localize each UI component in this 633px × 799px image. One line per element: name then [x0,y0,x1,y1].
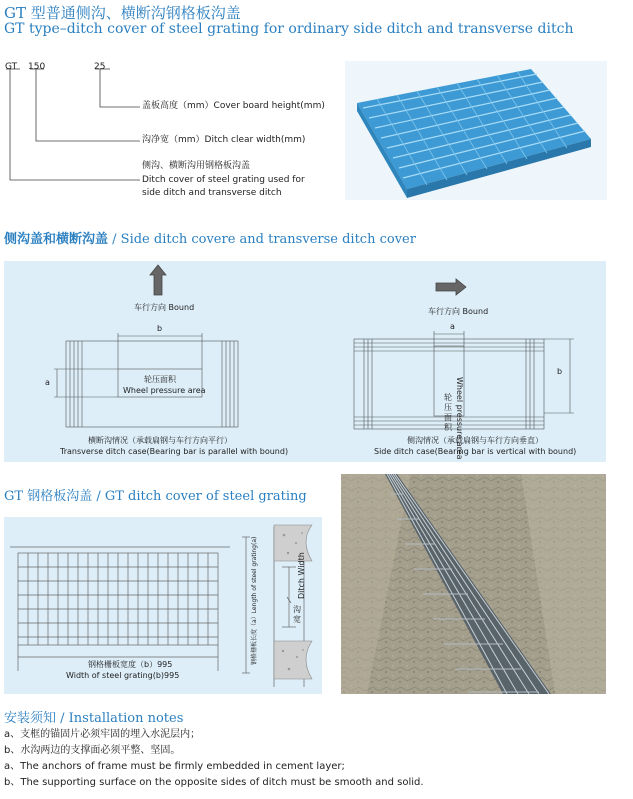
install-note-1: a、支框的锚固片必须牢固的埋入水泥层内； [4,729,201,740]
desc-cover-en-2: side ditch and transverse ditch [142,188,282,198]
ditch-width-cn: 沟宽 [293,605,301,624]
ditch-width-en: Ditch Width [297,552,306,599]
left-caption-cn: 横断沟情况（承载扁钢与车行方向平行） [88,436,232,445]
title-cn: GT 型普通侧沟、横断沟钢格板沟盖 [4,4,241,22]
code-gt: GT [5,62,18,72]
grating-width-en: Width of steel grating(b)995 [66,671,180,680]
left-dim-a: a [45,378,50,387]
install-note-3: a、The anchors of frame must be firmly embedded in cement layer; [4,761,345,772]
concrete-wall-section [274,525,312,679]
section2-heading [4,228,416,247]
right-bound-label: 车行方向 Bound [428,307,489,316]
grating-product-photo [345,61,607,200]
section2-title-cn: 侧沟盖和横断沟盖 [4,232,109,247]
code-width: 150 [28,62,46,72]
desc-cover-en-1: Ditch cover of steel grating used for [142,175,305,185]
right-wheel-cn: 轮压面积 [444,393,452,432]
left-wheel-cn: 轮压面积 [144,375,176,384]
desc-cover-cn: 侧沟、横断沟用钢格板沟盖 [142,161,251,171]
grating-width-cn: 钢格栅板宽度（b）995 [88,660,173,669]
left-bound-label: 车行方向 Bound [134,303,195,312]
ditch-installation-photo [341,474,606,694]
grating-length-label: 钢格栅板长度（a）Length of steel grating(a) [251,536,258,665]
right-dim-b: b [557,367,563,376]
gt-grating-panel [4,517,322,694]
section3-heading [4,485,307,504]
install-note-4: b、The supporting surface on the opposite sides of ditch must be smooth and solid. [4,777,424,788]
bound-arrow-up-icon [150,265,166,295]
install-title-en: / Installation notes [56,711,184,726]
bound-arrow-right-icon [436,279,466,295]
desc-width: 沟净宽（mm）Ditch clear width(mm) [142,135,306,145]
left-dim-b: b [157,324,163,333]
section2-title-en: / Side ditch covere and transverse ditch cover [108,232,416,247]
code-height: 25 [94,62,106,72]
section3-title-en: / GT ditch cover of steel grating [92,489,307,504]
transverse-diagram [4,261,304,462]
title-en: GT type–ditch cover of steel grating for ordinary side ditch and transverse ditch [4,21,574,37]
install-note-2: b、水沟两边的支撑面必须平整、坚固。 [4,745,181,756]
section3-title-cn: GT 钢格板沟盖 [4,489,93,504]
right-caption-en: Side ditch case(Bearing bar is vertical with bound) [374,447,577,456]
desc-height: 盖板高度（mm）Cover board height(mm) [142,101,325,111]
right-caption-cn: 侧沟情况（承载扁钢与车行方向垂直） [407,436,543,445]
right-wheel-en: Wheel pressure area [455,377,464,460]
right-dim-a: a [450,322,455,331]
ditch-cases-panel [4,261,606,462]
install-heading [4,707,183,726]
install-title-cn: 安装须知 [4,711,57,726]
left-wheel-en: Wheel pressure area [123,386,206,395]
left-caption-en: Transverse ditch case(Bearing bar is parallel with bound) [60,447,289,456]
